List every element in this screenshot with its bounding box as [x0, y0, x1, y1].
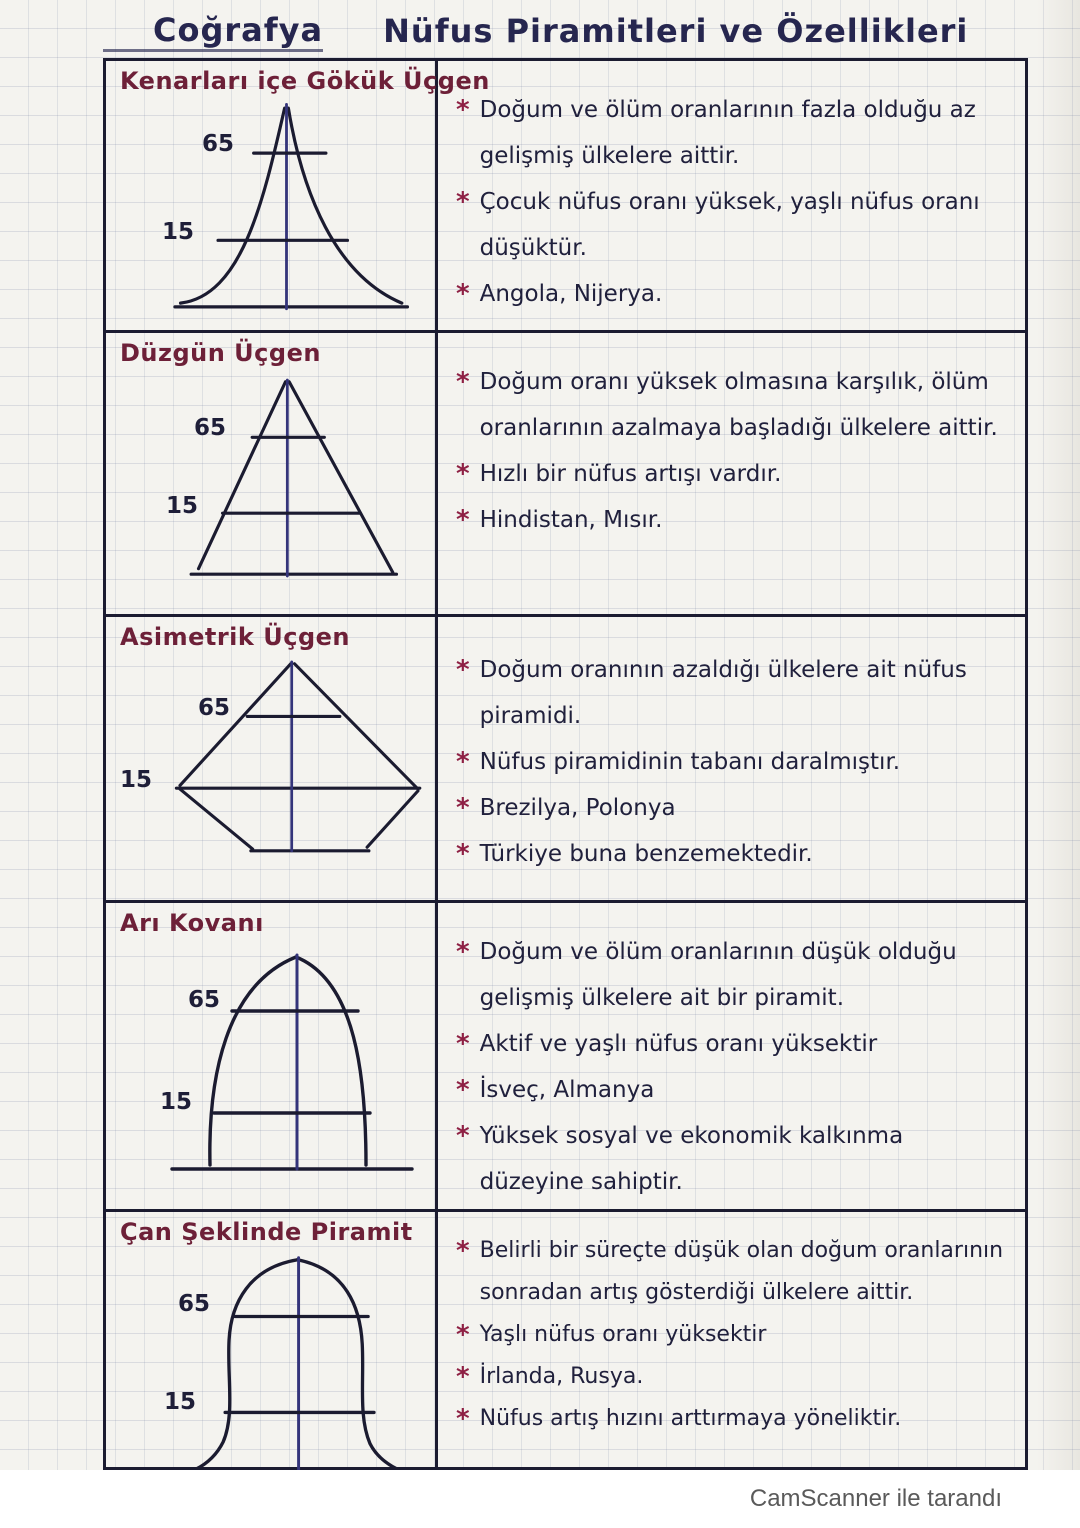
- note-text: Angola, Nijerya.: [479, 281, 663, 307]
- pyramid-cell: [106, 61, 490, 330]
- asymmetric-triangle-diagram: [114, 651, 444, 869]
- course-title: Coğrafya: [103, 11, 323, 52]
- note-text: Doğum ve ölüm oranlarının düşük olduğu gelişmiş ülkelere ait bir piramit.: [479, 939, 957, 1011]
- bullet-asterisk-icon: *: [456, 793, 470, 823]
- note-text: Yüksek sosyal ve ekonomik kalkınma düzeyine sahiptir.: [479, 1123, 904, 1195]
- pyramid-row: [106, 61, 1025, 333]
- note-text: İsveç, Almanya: [479, 1077, 655, 1103]
- concave-triangle-diagram: [114, 95, 444, 320]
- pyramid-type-heading: Düzgün Üçgen: [120, 339, 321, 367]
- note-line: [456, 179, 1011, 271]
- note-text: Türkiye buna benzemektedir.: [479, 841, 813, 867]
- bullet-asterisk-icon: *: [456, 1075, 470, 1105]
- note-text: Aktif ve yaşlı nüfus oranı yüksektir: [479, 1031, 878, 1057]
- note-line: [456, 271, 1011, 317]
- age-label-65: 65: [188, 987, 221, 1013]
- pyramid-type-heading: Kenarları içe Gökük Üçgen: [120, 67, 490, 95]
- pyramid-row: [106, 617, 1025, 903]
- note-text: Brezilya, Polonya: [479, 795, 676, 821]
- age-label-15: 15: [164, 1388, 197, 1415]
- pyramid-cell: [106, 1212, 438, 1467]
- note-text: Hindistan, Mısır.: [479, 507, 663, 533]
- age-label-15: 15: [120, 767, 153, 794]
- note-text: Çocuk nüfus oranı yüksek, yaşlı nüfus oranı düşüktür.: [479, 189, 980, 261]
- note-line: [456, 929, 1011, 1021]
- bell-shaped-pyramid-diagram: [114, 1246, 444, 1481]
- note-line: [456, 87, 1011, 179]
- bullet-asterisk-icon: *: [456, 95, 470, 125]
- beehive-diagram: [114, 937, 444, 1177]
- note-text: Nüfus piramidinin tabanı daralmıştır.: [479, 749, 901, 775]
- scanner-footer: [0, 1470, 1080, 1528]
- note-text: Doğum oranı yüksek olmasına karşılık, ölüm oranlarının azalmaya başladığı ülkelere aittir.: [479, 369, 998, 441]
- bullet-asterisk-icon: *: [456, 1236, 470, 1266]
- pyramid-type-heading: Çan Şeklinde Piramit: [120, 1218, 413, 1246]
- note-line: [456, 1230, 1011, 1314]
- note-line: [456, 739, 1011, 785]
- notes-cell: [438, 61, 1025, 330]
- note-line: [456, 1314, 1011, 1356]
- notes-cell: [438, 333, 1025, 614]
- notes-cell: [438, 903, 1025, 1209]
- bullet-asterisk-icon: *: [456, 937, 470, 967]
- note-line: [456, 451, 1011, 497]
- note-line: [456, 1356, 1011, 1398]
- age-label-15: 15: [166, 492, 199, 519]
- note-text: İrlanda, Rusya.: [479, 1364, 644, 1389]
- age-label-65: 65: [178, 1291, 211, 1318]
- bullet-asterisk-icon: *: [456, 505, 470, 535]
- pyramid-row: [106, 1212, 1025, 1467]
- note-text: Doğum oranının azaldığı ülkelere ait nüfus piramidi.: [479, 657, 967, 729]
- note-text: Yaşlı nüfus oranı yüksektir: [479, 1322, 767, 1347]
- note-text: Belirli bir süreçte düşük olan doğum oranlarının sonradan artış gösterdiği ülkelere aittir.: [479, 1238, 1004, 1305]
- bullet-asterisk-icon: *: [456, 187, 470, 217]
- pyramid-cell: [106, 903, 438, 1209]
- note-line: [456, 497, 1011, 543]
- note-text: Nüfus artış hızını arttırmaya yöneliktir.: [479, 1406, 902, 1431]
- note-line: [456, 785, 1011, 831]
- pyramid-type-heading: Arı Kovanı: [120, 909, 264, 937]
- bullet-asterisk-icon: *: [456, 1404, 470, 1434]
- page-title: [103, 6, 1033, 56]
- bullet-asterisk-icon: *: [456, 1029, 470, 1059]
- bullet-asterisk-icon: *: [456, 655, 470, 685]
- note-line: [456, 831, 1011, 877]
- bullet-asterisk-icon: *: [456, 1320, 470, 1350]
- bullet-asterisk-icon: *: [456, 367, 470, 397]
- bullet-asterisk-icon: *: [456, 1121, 470, 1151]
- note-line: [456, 1021, 1011, 1067]
- pyramid-cell: [106, 617, 438, 900]
- pyramid-row: [106, 903, 1025, 1212]
- pyramid-type-heading: Asimetrik Üçgen: [120, 623, 350, 651]
- camscanner-watermark: CamScanner ile tarandı: [749, 1485, 1002, 1512]
- bullet-asterisk-icon: *: [456, 459, 470, 489]
- note-line: [456, 1067, 1011, 1113]
- bullet-asterisk-icon: *: [456, 279, 470, 309]
- notes-cell: [438, 1212, 1025, 1467]
- note-text: Hızlı bir nüfus artışı vardır.: [479, 461, 782, 487]
- note-line: [456, 1398, 1011, 1440]
- age-label-65: 65: [194, 415, 227, 442]
- pyramid-row: [106, 333, 1025, 617]
- note-line: [456, 647, 1011, 739]
- bullet-asterisk-icon: *: [456, 839, 470, 869]
- pyramid-cell: [106, 333, 438, 614]
- note-line: [456, 359, 1011, 451]
- regular-triangle-diagram: [114, 367, 444, 589]
- age-label-15: 15: [160, 1089, 193, 1115]
- note-text: Doğum ve ölüm oranlarının fazla olduğu az gelişmiş ülkelere aittir.: [479, 97, 976, 169]
- topic-title: Nüfus Piramitleri ve Özellikleri: [383, 12, 969, 50]
- bullet-asterisk-icon: *: [456, 747, 470, 777]
- pyramid-notes-table: [103, 58, 1028, 1470]
- age-label-65: 65: [202, 130, 235, 157]
- note-line: [456, 1113, 1011, 1205]
- age-label-65: 65: [198, 694, 231, 721]
- notes-cell: [438, 617, 1025, 900]
- bullet-asterisk-icon: *: [456, 1362, 470, 1392]
- age-label-15: 15: [162, 218, 195, 245]
